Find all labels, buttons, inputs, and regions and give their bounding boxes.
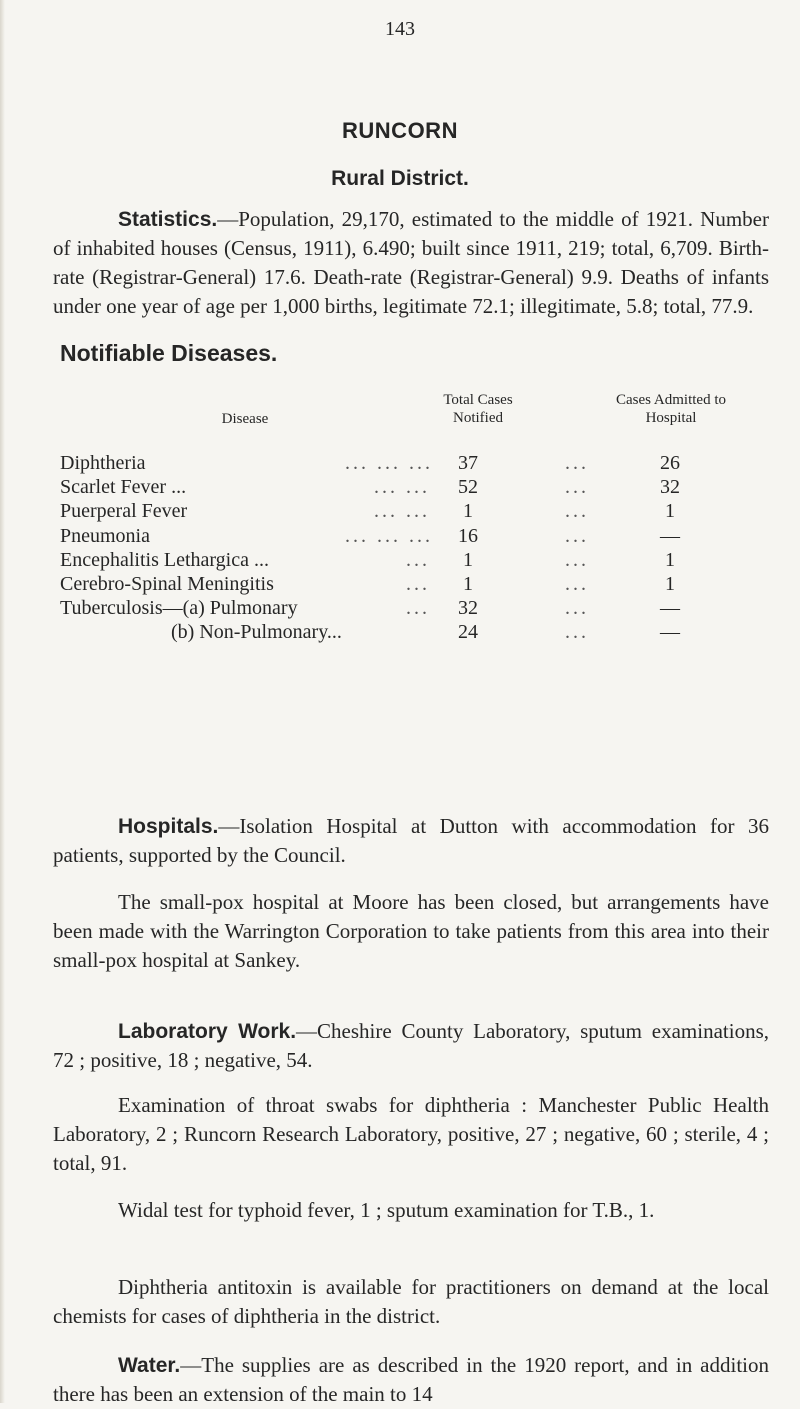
laboratory-heading: Laboratory Work. bbox=[118, 1020, 297, 1043]
table-row-total: 52 bbox=[458, 476, 478, 499]
widal-paragraph: Widal test for typhoid fever, 1 ; sputum examination for T.B., 1. bbox=[118, 1198, 655, 1222]
table-row-leader-dots: ... bbox=[406, 548, 430, 571]
table-row-total: 16 bbox=[458, 524, 478, 547]
table-row-separator: ... bbox=[565, 621, 589, 644]
table-row-total: 1 bbox=[463, 548, 473, 571]
page-number: 143 bbox=[385, 18, 415, 40]
table-row-total: 1 bbox=[463, 573, 473, 595]
laboratory-text: —Cheshire County Laboratory, sputum examinations, 72 ; positive, 18 ; negative, 54. bbox=[53, 1019, 770, 1072]
table-row-total: 37 bbox=[458, 452, 478, 474]
table-row-admitted: 32 bbox=[660, 476, 680, 499]
document-subtitle: Rural District. bbox=[331, 167, 469, 190]
notifiable-diseases-heading: Notifiable Diseases. bbox=[60, 340, 278, 366]
water-heading: Water. bbox=[118, 1354, 181, 1377]
water-text: —The supplies are as described in the 1920 report, and in addition there has been an extension of the main to 14 bbox=[53, 1353, 769, 1406]
table-row-separator: ... bbox=[565, 548, 589, 571]
throat-swab-paragraph: Examination of throat swabs for diphtheria : Manchester Public Health Laboratory, 2 ; Runcorn Research Laboratory, positive, 27 ; negative, 60 ; sterile, 4 ; total, 91. bbox=[53, 1093, 769, 1175]
table-row-disease: Diphtheria bbox=[60, 452, 146, 474]
table-row-separator: ... bbox=[565, 597, 589, 620]
table-row-admitted: 1 bbox=[665, 573, 675, 595]
document-title: RUNCORN bbox=[342, 118, 458, 143]
antitoxin-paragraph: Diphtheria antitoxin is available for practitioners on demand at the local chemists for cases of diphtheria in the district. bbox=[53, 1275, 769, 1328]
notifiable-diseases-table bbox=[0, 0, 800, 700]
table-row-disease: (b) Non-Pulmonary... bbox=[171, 621, 342, 644]
hospitals-text: —Isolation Hospital at Dutton with accommodation for 36 patients, supported by the Council. bbox=[53, 814, 769, 867]
table-row-admitted: 1 bbox=[665, 500, 675, 523]
table-row-separator: ... bbox=[565, 573, 589, 595]
table-row-leader-dots: ... ... ... bbox=[345, 452, 433, 474]
table-row-disease: Puerperal Fever bbox=[60, 500, 188, 523]
table-row-disease: Scarlet Fever ... bbox=[60, 476, 187, 499]
hospitals-heading: Hospitals. bbox=[118, 815, 219, 838]
table-row-total: 1 bbox=[463, 500, 473, 523]
statistics-heading: Statistics. bbox=[118, 208, 218, 231]
laboratory-paragraph bbox=[53, 1017, 769, 1075]
col-header-admitted: Cases Admitted to Hospital bbox=[616, 392, 726, 426]
table-row-disease: Cerebro-Spinal Meningitis bbox=[60, 573, 274, 595]
table-row-total: 32 bbox=[458, 597, 478, 620]
table-row-admitted: 26 bbox=[660, 452, 680, 474]
table-row-admitted: 1 bbox=[665, 548, 675, 571]
table-row-total: 24 bbox=[458, 621, 478, 644]
table-row-disease: Tuberculosis—(a) Pulmonary bbox=[60, 597, 298, 620]
statistics-text: —Population, 29,170, estimated to the middle of 1921. Number of inhabited houses (Census, 1911), 6.490; built since 1911, 219; total, 6,709. Birth-rate (Registrar-General) 17.6. Death-rate (Registrar-General) 9.9. Deaths of infants under one year of age per 1,000 births, legitimate 72.1; illegitimate, 5.8; total, 77.9. bbox=[53, 207, 769, 318]
water-paragraph bbox=[53, 1351, 769, 1409]
table-row-admitted: — bbox=[660, 524, 680, 547]
table-row-leader-dots: ... ... ... bbox=[345, 524, 433, 547]
table-row-separator: ... bbox=[565, 452, 589, 474]
table-row-leader-dots: ... bbox=[406, 597, 430, 620]
table-row-separator: ... bbox=[565, 500, 589, 523]
table-row-admitted: — bbox=[660, 621, 680, 644]
col-header-disease: Disease bbox=[221, 411, 269, 427]
hospitals-paragraph bbox=[53, 812, 769, 870]
table-row-separator: ... bbox=[565, 524, 589, 547]
table-row-leader-dots: ... ... bbox=[374, 500, 430, 523]
table-row-separator: ... bbox=[565, 476, 589, 499]
table-row-leader-dots: ... ... bbox=[374, 476, 430, 499]
table-row-disease: Pneumonia bbox=[60, 524, 150, 547]
table-row-disease: Encephalitis Lethargica ... bbox=[60, 548, 269, 571]
col-header-total: Total Cases Notified bbox=[443, 392, 513, 426]
smallpox-paragraph: The small-pox hospital at Moore has been closed, but arrangements have been made with the Warrington Corporation to take patients from this area into their small-pox hospital at Sankey. bbox=[53, 890, 769, 972]
table-row-leader-dots: ... bbox=[406, 573, 430, 595]
table-row-admitted: — bbox=[660, 597, 680, 620]
